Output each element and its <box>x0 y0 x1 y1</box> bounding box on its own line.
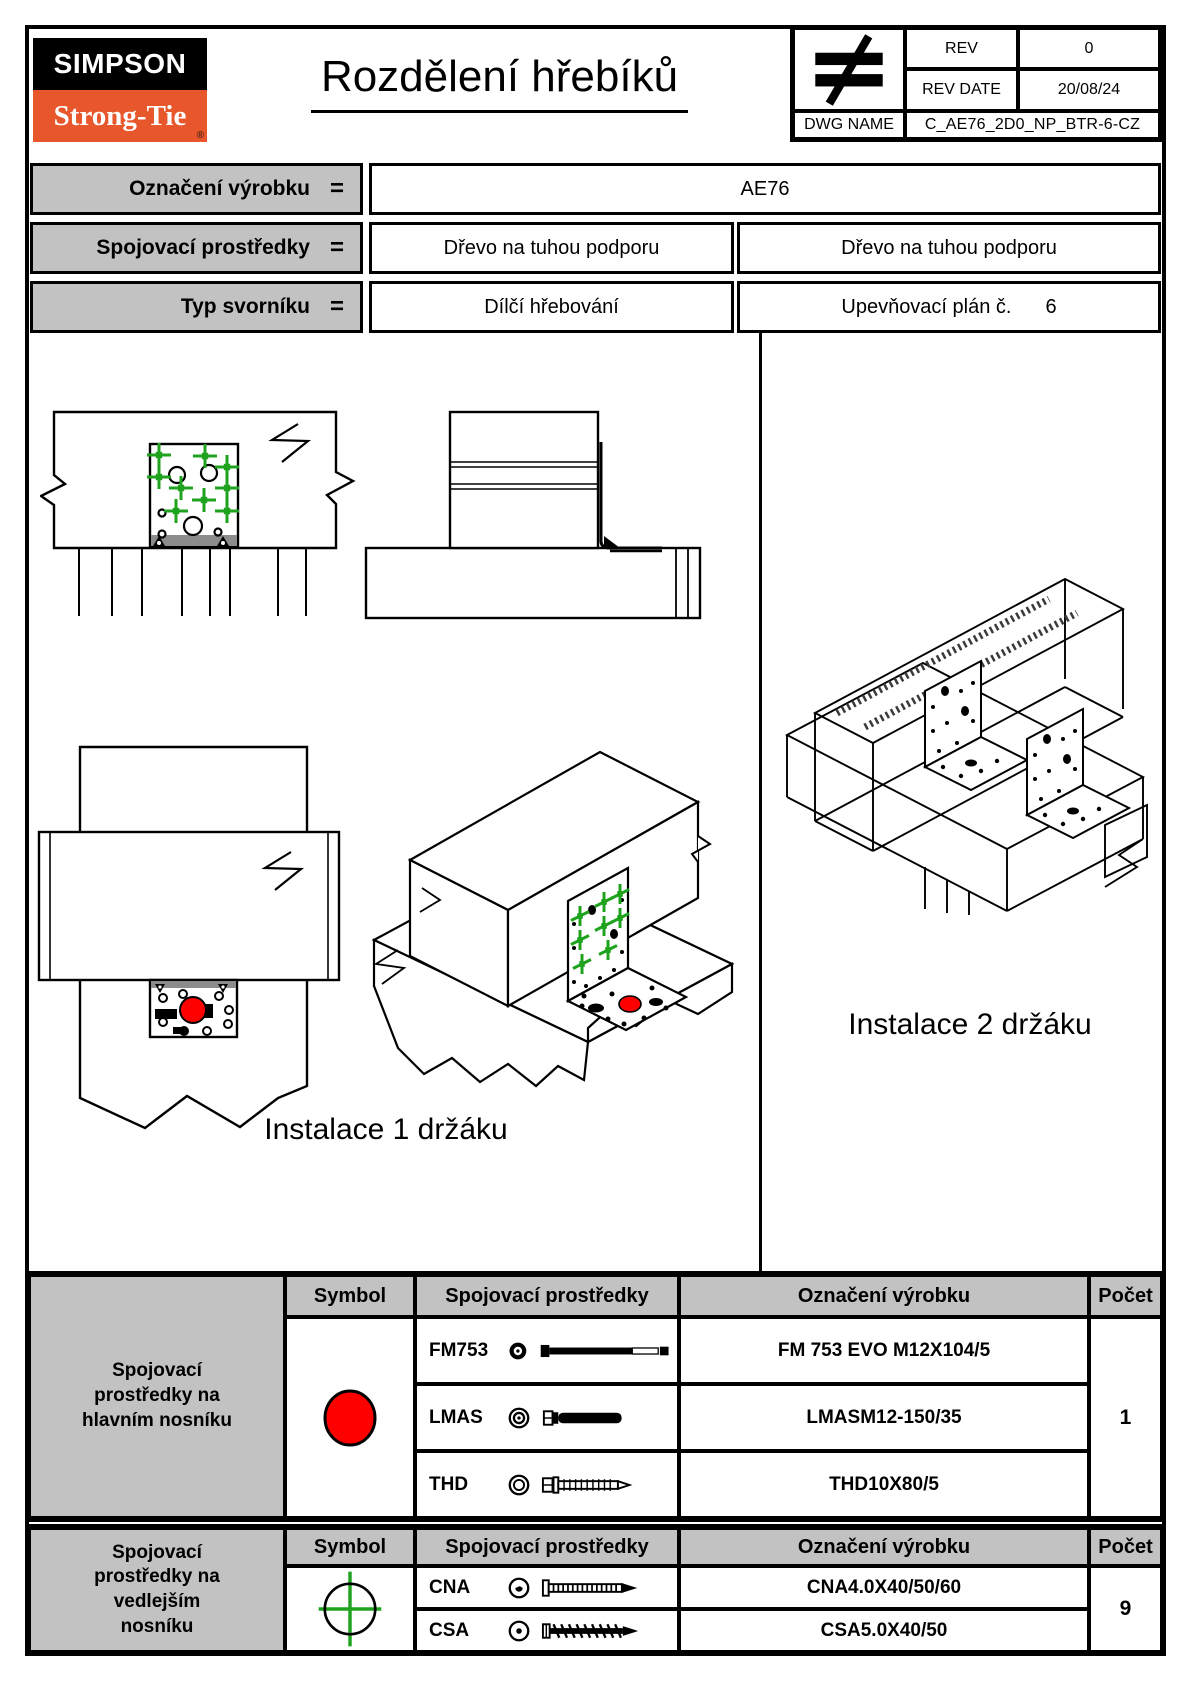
isometric-installation1-drawing <box>368 688 753 1093</box>
equals-sign: = <box>329 175 344 202</box>
param-value-fixing-plan <box>737 281 1161 333</box>
fastener-row-csa <box>415 1609 679 1652</box>
cna-nail-side-icon <box>541 1575 645 1601</box>
fastener-row-thd <box>415 1451 679 1518</box>
fastener-code: CSA <box>429 1619 470 1641</box>
param-value-fastener-right: Dřevo na tuhou podporu <box>737 222 1161 274</box>
count-main-beam: 1 <box>1089 1317 1162 1518</box>
lmas-head-icon <box>507 1406 531 1430</box>
not-equal-glyph <box>803 33 895 107</box>
csa-screw-side-icon <box>541 1618 645 1644</box>
fastener-code: LMAS <box>429 1406 483 1428</box>
thd-head-icon <box>507 1473 531 1497</box>
param-value-fastener-left: Dřevo na tuhou podporu <box>369 222 734 274</box>
plan-view-drawing <box>35 700 365 1132</box>
not-equal-icon <box>793 28 905 111</box>
param-label-product-text: Označení výrobku <box>129 177 310 200</box>
red-circle-symbol-icon <box>318 1385 382 1451</box>
sheet-title <box>212 52 787 113</box>
drawing-area-divider <box>759 331 762 1271</box>
installation2-caption: Instalace 2 držáku <box>848 1008 1092 1041</box>
column-header-symbol: Symbol <box>285 1275 415 1317</box>
thd-screw-side-icon <box>541 1472 641 1498</box>
group-label-secondary-beam: Spojovací prostředky na vedlejším nosníku <box>29 1528 285 1652</box>
rev-value: 0 <box>1018 28 1160 69</box>
logo-strongtie-text <box>33 90 207 142</box>
main-beam-fastener-red-marker <box>180 997 206 1023</box>
revision-block <box>790 25 1163 142</box>
main-beam-symbol-cell <box>285 1317 415 1518</box>
param-label-bolt-type-text: Typ svorníku <box>180 295 310 318</box>
param-value-nailing: Dílčí hřebování <box>369 281 734 333</box>
column-header-count: Počet <box>1089 1528 1162 1566</box>
column-header-fastener: Spojovací prostředky <box>415 1275 679 1317</box>
secondary-beam-symbol-cell <box>285 1566 415 1652</box>
column-header-symbol: Symbol <box>285 1528 415 1566</box>
count-secondary-beam: 9 <box>1089 1566 1162 1652</box>
column-header-count: Počet <box>1089 1275 1162 1317</box>
rev-date-value: 20/08/24 <box>1018 69 1160 111</box>
column-header-fastener: Spojovací prostředky <box>415 1528 679 1566</box>
installation1-caption: Instalace 1 držáku <box>264 1113 508 1146</box>
fm753-bolt-side-icon <box>539 1338 677 1364</box>
param-label-fasteners <box>30 222 363 274</box>
dwg-name-value: C_AE76_2D0_NP_BTR-6-CZ <box>905 111 1160 139</box>
product-lmas: LMASM12-150/35 <box>679 1384 1089 1451</box>
rev-label: REV <box>905 28 1018 69</box>
fastener-row-fm753 <box>415 1317 679 1384</box>
fixing-plan-label: Upevňovací plán č. <box>841 295 1012 318</box>
param-label-fasteners-text: Spojovací prostředky <box>96 236 310 259</box>
registered-trademark-symbol: ® <box>196 130 204 141</box>
fastener-code: THD <box>429 1473 469 1495</box>
fastener-row-cna <box>415 1566 679 1609</box>
csa-head-icon <box>507 1619 531 1643</box>
front-view-drawing <box>40 378 360 640</box>
side-view-drawing <box>360 378 710 623</box>
group-label-main-beam: Spojovací prostředky na hlavním nosníku <box>29 1275 285 1518</box>
param-value-product: AE76 <box>369 163 1161 215</box>
product-csa: CSA5.0X40/50 <box>679 1609 1089 1652</box>
fastener-row-lmas <box>415 1384 679 1451</box>
fastener-table-secondary-beam <box>25 1524 1166 1656</box>
green-crosshair-symbol-icon <box>307 1567 393 1651</box>
param-label-product <box>30 163 363 215</box>
fm753-head-icon <box>507 1339 529 1363</box>
product-fm753: FM 753 EVO M12X104/5 <box>679 1317 1089 1384</box>
fastener-code: CNA <box>429 1576 471 1598</box>
sheet-title-text: Rozdělení hřebíků <box>311 52 688 113</box>
simpson-strongtie-logo <box>33 38 207 142</box>
product-cna: CNA4.0X40/50/60 <box>679 1566 1089 1609</box>
equals-sign: = <box>329 293 344 320</box>
rev-date-label: REV DATE <box>905 69 1018 111</box>
fastener-table-main-beam <box>25 1271 1166 1522</box>
product-thd: THD10X80/5 <box>679 1451 1089 1518</box>
isometric-installation2-drawing <box>775 495 1160 915</box>
cna-head-icon <box>507 1576 531 1600</box>
lmas-anchor-bolt-side-icon <box>541 1405 637 1431</box>
logo-strongtie-label: Strong-Tie <box>53 99 187 132</box>
column-header-product: Označení výrobku <box>679 1275 1089 1317</box>
fixing-plan-number: 6 <box>1045 295 1057 318</box>
iso1-red-fastener-marker <box>619 996 641 1012</box>
equals-sign: = <box>329 234 344 261</box>
param-label-bolt-type <box>30 281 363 333</box>
fastener-code: FM753 <box>429 1339 489 1361</box>
column-header-product: Označení výrobku <box>679 1528 1089 1566</box>
dwg-name-label: DWG NAME <box>793 111 905 139</box>
logo-simpson-text: SIMPSON <box>33 38 207 90</box>
